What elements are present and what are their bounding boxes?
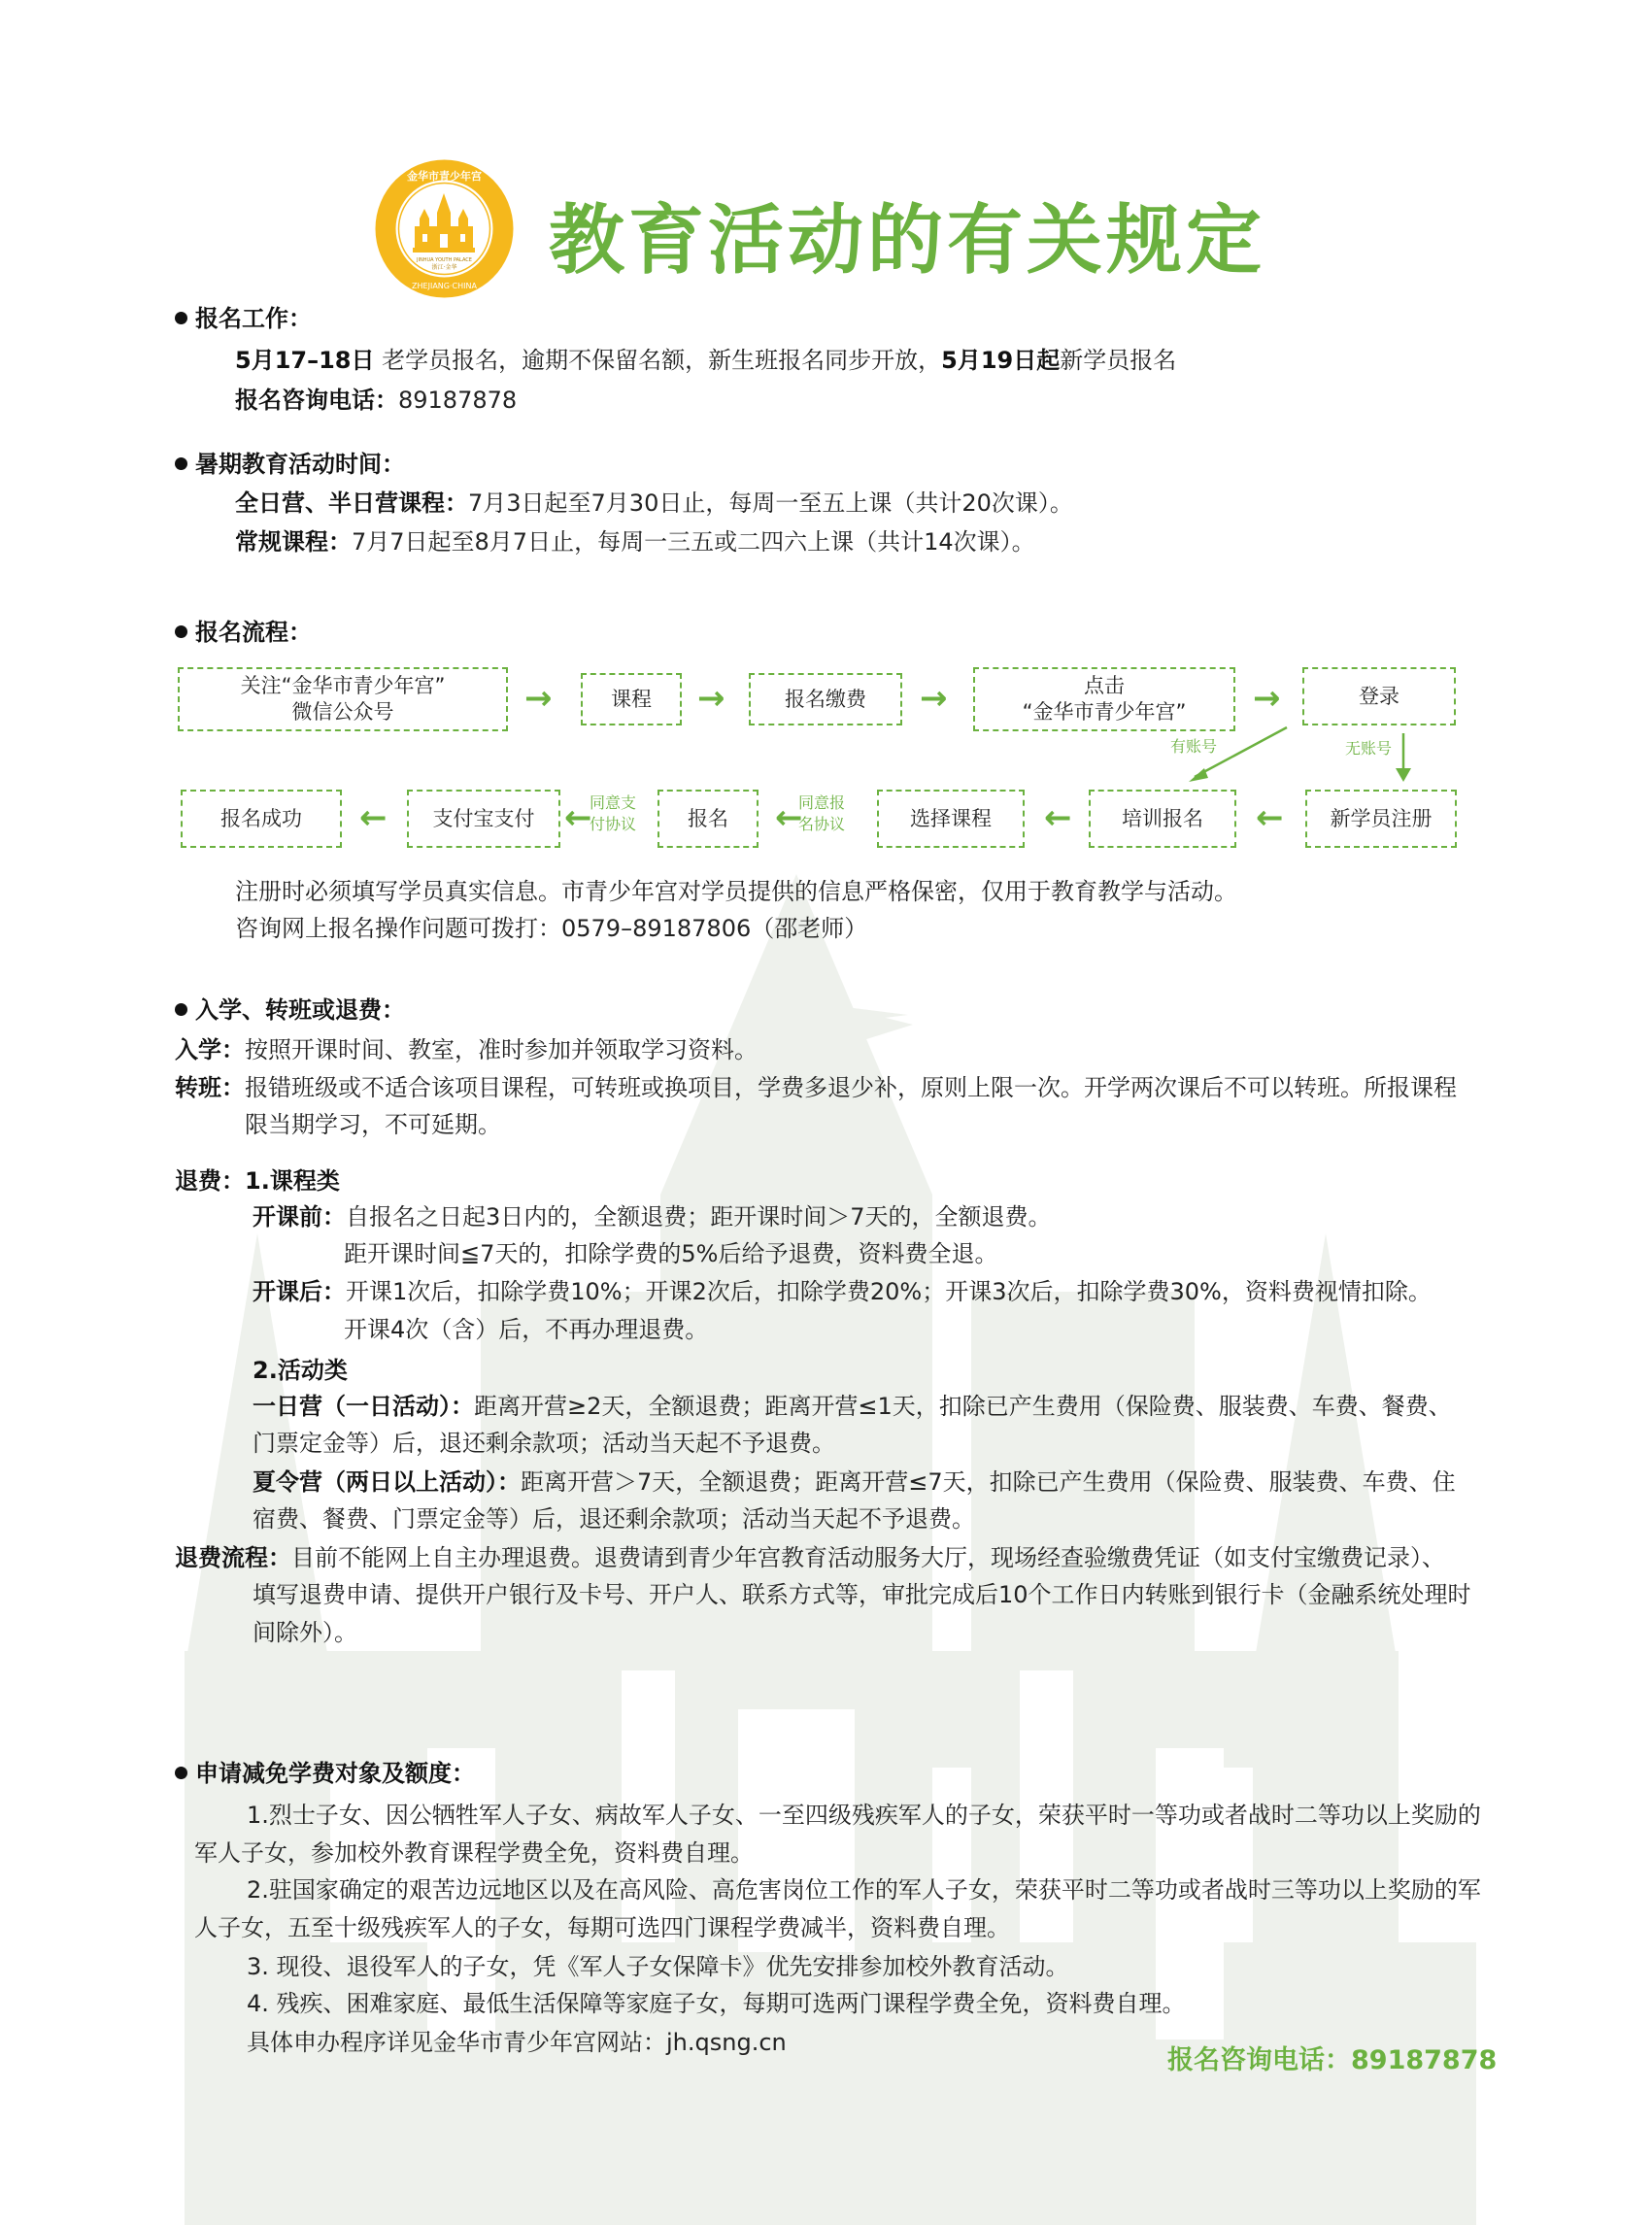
- refund-flow-2: 填写退费申请、提供开户银行及卡号、开户人、联系方式等，审批完成后10个工作日内转账到银行卡（金融系统处理时: [253, 1581, 1471, 1608]
- waiver-p2a: 2.驻国家确定的艰苦边远地区以及在高风险、高危害岗位工作的军人子女，荣获平时二等功或者战时三等功以上奖励的军: [247, 1876, 1481, 1904]
- flow-step-click: 点击 “金华市青少年宫”: [973, 667, 1235, 731]
- label-no-account: 无账号: [1345, 739, 1393, 758]
- bullet-icon: [175, 457, 187, 470]
- arrow-left-icon: ←: [1044, 798, 1072, 837]
- section-heading-process: 报名流程：: [175, 613, 312, 647]
- section-heading-registration: 报名工作：: [175, 299, 312, 333]
- flow-step-register: 新学员注册: [1305, 790, 1457, 848]
- refund-after-2: 开课4次（含）后，不再办理退费。: [344, 1316, 709, 1343]
- refund-summer-1: 夏令营（两日以上活动）：距离开营＞7天，全额退费；距离开营≤7天，扣除已产生费用（保险费、服装费、车费、住: [253, 1468, 1456, 1496]
- section-heading-schedule: 暑期教育活动时间：: [175, 445, 405, 479]
- process-note-privacy: 注册时必须填写学员真实信息。市青少年宫对学员提供的信息严格保密，仅用于教育教学与活动。: [235, 878, 1237, 905]
- waiver-p1a: 1.烈士子女、因公牺牲军人子女、病故军人子女、一至四级残疾军人的子女，荣获平时一等功或者战时二等功以上奖励的: [247, 1802, 1481, 1829]
- refund-course-heading: 退费：1.课程类: [175, 1167, 340, 1195]
- flow-step-login: 登录: [1302, 667, 1456, 725]
- arrow-left-icon: ←: [775, 798, 803, 837]
- arrow-right-icon: →: [920, 679, 948, 718]
- registration-phone: 报名咨询电话：89187878: [235, 387, 518, 414]
- bullet-icon: [175, 625, 187, 638]
- flow-step-select: 选择课程: [877, 790, 1025, 848]
- logo-cn-sub: 浙江·金华: [431, 264, 457, 271]
- bullet-icon: [175, 312, 187, 324]
- flow-step-signup: 报名: [657, 790, 759, 848]
- bullet-icon: [175, 1767, 187, 1779]
- refund-before-1: 开课前：自报名之日起3日内的，全额退费；距开课时间＞7天的，全额退费。: [253, 1203, 1052, 1230]
- flow-step-training: 培训报名: [1089, 790, 1236, 848]
- bullet-icon: [175, 1003, 187, 1016]
- label-has-account: 有账号: [1170, 737, 1218, 756]
- arrow-right-icon: →: [524, 679, 553, 718]
- flow-step-success: 报名成功: [181, 790, 342, 848]
- section-heading-waiver: 申请减免学费对象及额度：: [175, 1754, 475, 1788]
- flow-step-pay: 报名缴费: [749, 673, 902, 725]
- refund-after-1: 开课后：开课1次后，扣除学费10%；开课2次后，扣除学费20%；开课3次后，扣除学费30%，资料费视情扣除。: [253, 1278, 1432, 1305]
- label-agree-reg: 同意报 名协议: [798, 793, 846, 833]
- schedule-camp: 全日营、半日营课程：7月3日起至7月30日止，每周一至五上课（共计20次课）。: [235, 489, 1073, 517]
- flow-step-course: 课程: [581, 673, 682, 725]
- waiver-p2b: 人子女，五至十级残疾军人的子女，每期可选四门课程学费减半，资料费自理。: [194, 1914, 1010, 1941]
- waiver-p1b: 军人子女，参加校外教育课程学费全免，资料费自理。: [194, 1839, 754, 1867]
- flow-step-follow: 关注“金华市青少年宫” 微信公众号: [178, 667, 508, 731]
- refund-oneday-1: 一日营（一日活动）：距离开营≥2天，全额退费；距离开营≤1天，扣除已产生费用（保险费、服装费、车费、餐费、: [253, 1393, 1452, 1420]
- registration-dates: 5月17–18日 老学员报名，逾期不保留名额，新生班报名同步开放，5月19日起新学员报名: [235, 347, 1177, 374]
- refund-flow-1: 退费流程：目前不能网上自主办理退费。退费请到青少年宫教育活动服务大厅，现场经查验缴费凭证（如支付宝缴费记录）、: [175, 1544, 1445, 1571]
- refund-before-2: 距开课时间≦7天的，扣除学费的5%后给予退费，资料费全退。: [344, 1240, 998, 1267]
- refund-summer-2: 宿费、餐费、门票定金等）后，退还剩余款项；活动当天起不予退费。: [253, 1505, 975, 1533]
- waiver-p5: 具体申办程序详见金华市青少年宫网站：jh.qsng.cn: [247, 2029, 787, 2056]
- refund-flow-3: 间除外）。: [253, 1619, 357, 1646]
- label-agree-pay: 同意支 付协议: [590, 793, 637, 833]
- schedule-regular: 常规课程：7月7日起至8月7日止，每周一三五或二四六上课（共计14次课）。: [235, 528, 1035, 556]
- section-heading-enroll: 入学、转班或退费：: [175, 991, 405, 1025]
- logo-top-text: 金华市青少年宫: [407, 170, 482, 183]
- waiver-p3: 3. 现役、退役军人的子女，凭《军人子女保障卡》优先安排参加校外教育活动。: [247, 1953, 1069, 1980]
- enroll-enter: 入学：按照开课时间、教室，准时参加并领取学习资料。: [175, 1036, 758, 1063]
- enroll-transfer-2: 限当期学习，不可延期。: [245, 1111, 501, 1138]
- palace-logo: [374, 158, 515, 299]
- footer-contact: 报名咨询电话：89187878: [1167, 2045, 1498, 2075]
- arrow-left-icon: ←: [1256, 798, 1284, 837]
- refund-activity-heading: 2.活动类: [253, 1357, 348, 1384]
- enroll-transfer-1: 转班：报错班级或不适合该项目课程，可转班或换项目，学费多退少补，原则上限一次。开学两次课后不可以转班。所报课程: [175, 1074, 1457, 1101]
- flow-connectors: [1165, 724, 1457, 792]
- logo-bottom-text: ZHEJIANG·CHINA: [412, 282, 477, 290]
- waiver-p4: 4. 残疾、困难家庭、最低生活保障等家庭子女，每期可选两门课程学费全免，资料费自理。: [247, 1990, 1186, 2017]
- logo-en-text: JINHUA YOUTH PALACE: [417, 257, 472, 263]
- arrow-left-icon: ←: [564, 798, 592, 837]
- flow-step-alipay: 支付宝支付: [407, 790, 560, 848]
- process-note-contact: 咨询网上报名操作问题可拨打：0579–89187806（邵老师）: [235, 915, 868, 942]
- arrow-left-icon: ←: [359, 798, 388, 837]
- arrow-right-icon: →: [697, 679, 725, 718]
- arrow-right-icon: →: [1253, 679, 1281, 718]
- page-title: 教育活动的有关规定: [549, 197, 1266, 285]
- refund-oneday-2: 门票定金等）后，退还剩余款项；活动当天起不予退费。: [253, 1430, 835, 1457]
